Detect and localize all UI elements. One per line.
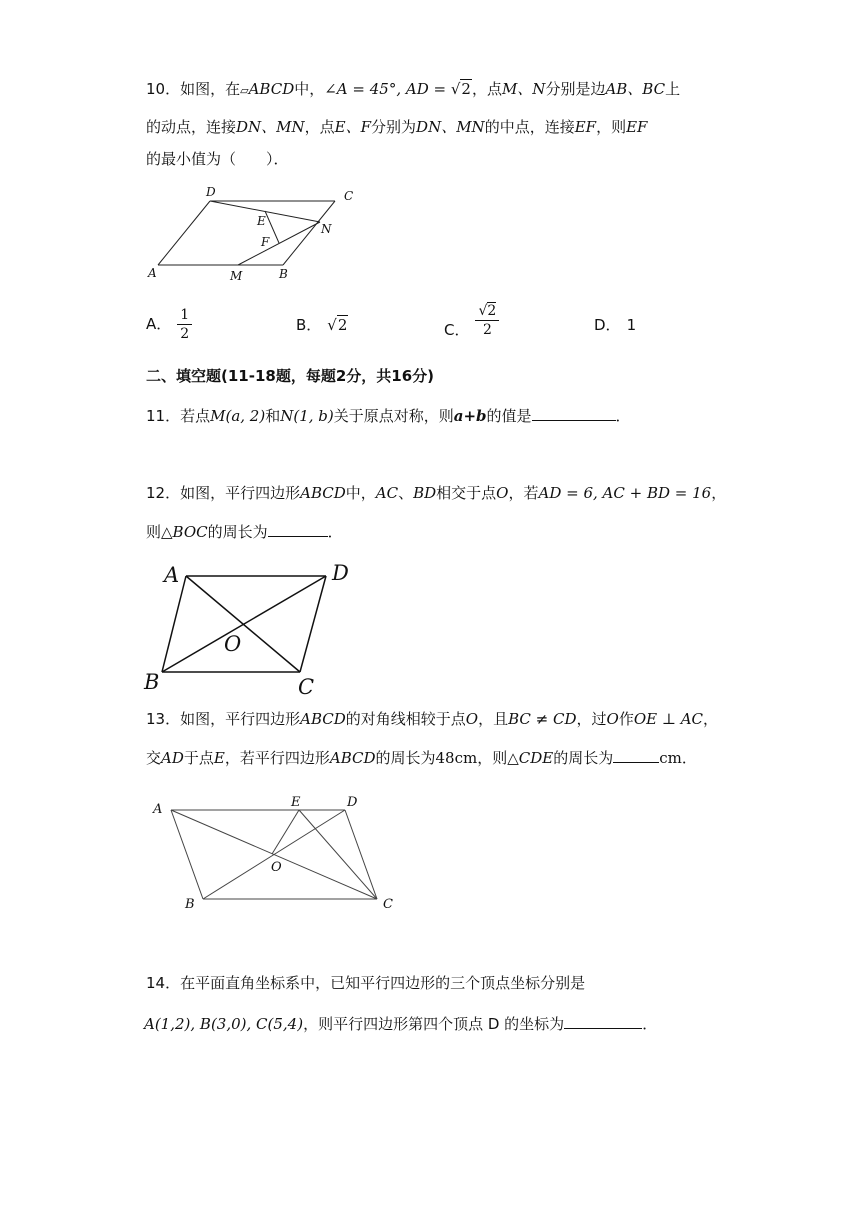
- fig10-label-b: B: [279, 267, 288, 281]
- option-d[interactable]: D． 1: [594, 316, 637, 334]
- q13-number: 13．: [146, 710, 181, 728]
- fig13-label-d: D: [347, 795, 358, 810]
- q10-figure: [140, 183, 380, 283]
- answer-blank[interactable]: [613, 748, 659, 763]
- q13-figure: [145, 790, 415, 915]
- fraction: $\frac{√2}{2}$: [475, 302, 499, 339]
- fig12-label-c: C: [298, 675, 315, 699]
- fig10-label-a: A: [148, 266, 157, 280]
- q10-line2: 的动点，连接DN、MN，点E、F分别为DN、MN的中点，连接EF，则EF: [146, 118, 648, 136]
- fig13-label-b: B: [185, 897, 195, 912]
- fig12-label-a: A: [164, 563, 180, 587]
- option-b[interactable]: B． √2: [296, 316, 348, 334]
- q12-figure: [140, 562, 370, 697]
- fig13-label-e: E: [291, 795, 301, 810]
- parallelogram-symbol: ▱: [240, 84, 249, 97]
- fig10-label-n: N: [321, 222, 332, 236]
- answer-blank[interactable]: [268, 522, 328, 537]
- q10-line3: 的最小值为（ ）．: [146, 150, 289, 168]
- fig12-label-b: B: [144, 670, 160, 694]
- q13-line1: 13．如图，平行四边形ABCD的对角线相较于点O，且BC ≠ CD，过O作OE ⊥ AC，: [146, 710, 719, 728]
- q11-line: 11．若点M(a, 2)和N(1, b)关于原点对称，则a+b的值是 ．: [146, 407, 631, 425]
- q14-line2: A(1,2), B(3,0), C(5,4)，则平行四边形第四个顶点 D 的坐标为 ．: [144, 1015, 658, 1033]
- fraction: $\frac{1}{2}$: [177, 306, 192, 343]
- q10-line1: 10．如图，在▱ABCD中，∠A = 45°, AD = √2，点M、N分别是边AB、BC上: [146, 80, 681, 98]
- fig10-label-c: C: [344, 189, 354, 203]
- fig13-label-c: C: [383, 897, 393, 912]
- q12-number: 12．: [146, 484, 181, 502]
- option-c[interactable]: C． $\frac{√2}{2}$: [444, 302, 499, 339]
- q12-line2: 则△BOC的周长为 ．: [146, 523, 343, 541]
- q12-line1: 12．如图，平行四边形ABCD中，AC、BD相交于点O，若AD = 6, AC + BD = 16，: [146, 484, 727, 502]
- q10-number: 10．: [146, 80, 181, 98]
- q13-line2: 交AD于点E，若平行四边形ABCD的周长为48cm，则△CDE的周长为 cm．: [146, 749, 697, 767]
- option-a[interactable]: A． $\frac{1}{2}$: [146, 306, 192, 343]
- answer-blank[interactable]: [532, 406, 616, 421]
- q14-number: 14．: [146, 974, 181, 992]
- q11-number: 11．: [146, 407, 181, 425]
- fig13-label-o: O: [271, 860, 282, 875]
- fig13-label-a: A: [153, 802, 163, 817]
- fig12-label-d: D: [332, 561, 349, 585]
- q14-line1: 14．在平面直角坐标系中，已知平行四边形的三个顶点坐标分别是: [146, 974, 586, 992]
- section-title: 二、填空题(11-18题，每题2分，共16分): [146, 367, 434, 385]
- fig10-label-e: E: [257, 214, 266, 228]
- fig12-label-o: O: [224, 632, 242, 656]
- answer-blank[interactable]: [564, 1014, 642, 1029]
- fig10-label-d: D: [206, 185, 216, 199]
- fig10-label-m: M: [230, 269, 243, 283]
- sqrt-expression: √2: [450, 80, 471, 98]
- fig10-label-f: F: [261, 235, 270, 249]
